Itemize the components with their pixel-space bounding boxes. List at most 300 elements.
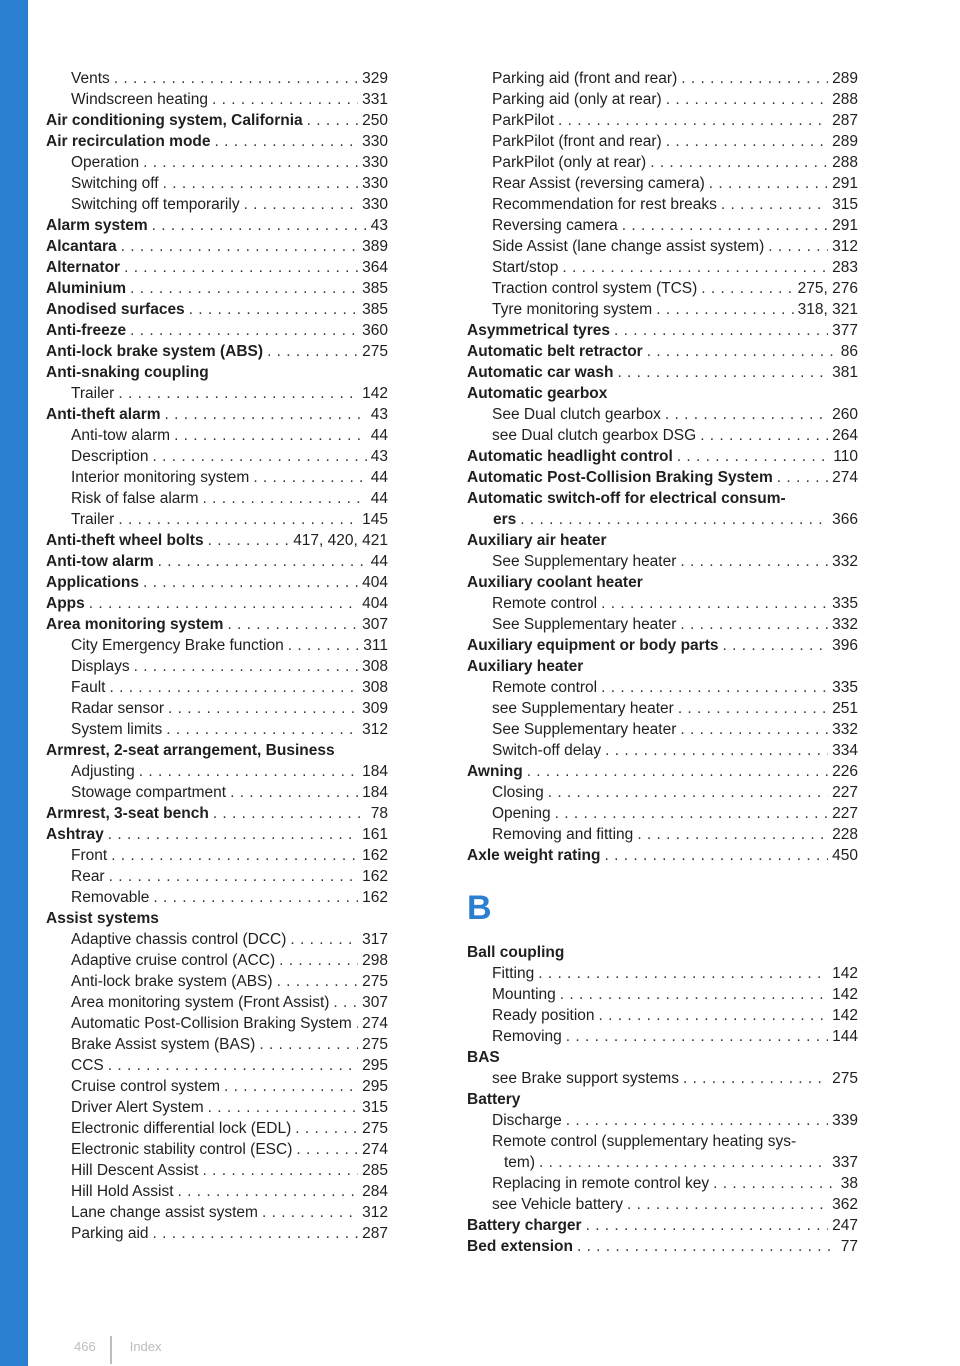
entry-label: See Dual clutch gearbox [492,406,661,423]
dot-leader [267,341,358,362]
entry-label: Stowage compartment [71,784,227,801]
index-subentry [467,698,858,719]
entry-label: Parking aid (only at rear) [492,91,662,108]
dot-leader [605,740,828,761]
dot-leader [555,803,829,824]
index-subentry [46,1139,388,1160]
page-reference: 332 [832,553,858,570]
entry-label: See Supplementary heater [492,553,677,570]
dot-leader [307,110,358,131]
page-reference: 274 [832,469,858,486]
page-reference: 142 [832,986,858,1003]
index-heading: Auxiliary coolant heater [467,574,643,591]
page-reference: 274 [362,1141,388,1158]
page-reference: 307 [362,616,388,633]
dot-leader [527,761,828,782]
page-reference: 247 [832,1217,858,1234]
index-subentry [467,1005,858,1026]
index-subentry [46,677,388,698]
page-reference: 142 [362,385,388,402]
entry-label: Hill Hold Assist [71,1183,174,1200]
page-reference: 162 [362,889,388,906]
page-reference: 337 [832,1154,858,1171]
index-subentry [467,593,858,614]
dot-leader [560,984,828,1005]
dot-leader [224,1076,358,1097]
entry-label: Start/stop [492,259,559,276]
entry-label: see Brake support systems [492,1070,679,1087]
dot-leader [212,89,358,110]
index-entry [46,593,388,614]
entry-label: Electronic differential lock (EDL) [71,1120,292,1137]
index-subentry [467,110,858,131]
entry-label: Axle weight rating [467,847,601,864]
dot-leader [647,341,837,362]
dot-leader [296,1139,358,1160]
entry-label: Anodised surfaces [46,301,185,318]
entry-label: Remote control [492,595,598,612]
page-reference: 142 [832,1007,858,1024]
entry-label: Removing [492,1028,562,1045]
dot-leader [777,467,828,488]
dot-leader [259,1034,358,1055]
entry-label: Interior monitoring system [71,469,250,486]
entry-label: Trailer [71,385,115,402]
index-entry [46,299,388,320]
dot-leader [139,761,358,782]
dot-leader [356,1013,358,1034]
entry-label: Driver Alert System [71,1099,204,1116]
dot-leader [683,1068,828,1089]
entry-label: Discharge [492,1112,562,1129]
index-subentry [46,152,388,173]
dot-leader [713,1173,837,1194]
index-subentry-label: Remote control (supplementary heating sys- [492,1133,797,1150]
index-subentry [46,719,388,740]
index-subentry [46,1076,388,1097]
dot-leader [227,614,358,635]
page-reference: 275 [362,1120,388,1137]
page-reference: 385 [362,301,388,318]
dot-leader [614,320,828,341]
dot-leader [143,572,358,593]
page-reference: 283 [832,259,858,276]
dot-leader [130,278,358,299]
page-reference: 381 [832,364,858,381]
index-letter-heading: B [467,889,492,927]
entry-label: Rear [71,868,105,885]
dot-leader [153,887,358,908]
page-reference: 311 [363,637,388,654]
page-reference: 362 [832,1196,858,1213]
dot-leader [253,467,366,488]
page-reference: 43 [370,217,388,234]
entry-label: tem) [504,1154,535,1171]
dot-leader [178,1181,359,1202]
dot-leader [109,677,358,698]
dot-leader [109,866,359,887]
page-reference: 285 [362,1162,388,1179]
dot-leader [174,425,367,446]
index-entry [46,215,388,236]
page-reference: 43 [370,448,388,465]
index-entry [46,551,388,572]
index-subentry [467,719,858,740]
entry-label: Radar sensor [71,700,165,717]
index-subentry [46,68,388,89]
dot-leader [121,236,358,257]
index-subentry [467,614,858,635]
page-reference: 284 [362,1183,388,1200]
index-subentry [467,1152,858,1173]
entry-label: Armrest, 3-seat bench [46,805,209,822]
dot-leader [158,551,367,572]
page-reference: 332 [832,721,858,738]
entry-label: System limits [71,721,163,738]
dot-leader [152,215,367,236]
page-reference: 360 [362,322,388,339]
dot-leader [678,698,828,719]
entry-label: Alternator [46,259,121,276]
page-reference: 334 [832,742,858,759]
index-entry [46,614,388,635]
page-reference: 295 [362,1078,388,1095]
entry-label: Operation [71,154,140,171]
page-reference: 404 [362,595,388,612]
dot-leader [333,992,358,1013]
dot-leader [134,656,359,677]
entry-label: See Supplementary heater [492,616,677,633]
index-entry [46,278,388,299]
index-entry [46,257,388,278]
page-reference: 43 [370,406,388,423]
entry-label: CCS [71,1057,104,1074]
entry-label: Automatic car wash [467,364,614,381]
dot-leader [143,152,358,173]
index-entry [46,404,388,425]
index-subentry [467,152,858,173]
entry-label: Alcantara [46,238,117,255]
page-reference: 288 [832,91,858,108]
entry-label: Adaptive cruise control (ACC) [71,952,276,969]
entry-label: Mounting [492,986,556,1003]
page-reference: 295 [362,1057,388,1074]
dot-leader [208,530,290,551]
page-reference: 366 [832,511,858,528]
page-reference: 312 [832,238,858,255]
index-subentry [46,635,388,656]
entry-label: Applications [46,574,140,591]
index-subentry [467,740,858,761]
entry-label: see Supplementary heater [492,700,674,717]
dot-leader [295,1118,358,1139]
entry-label: Electronic stability control (ESC) [71,1141,293,1158]
page-footer [74,1332,162,1360]
index-column-left [46,68,388,1244]
dot-leader [118,383,358,404]
dot-leader [709,173,828,194]
dot-leader [202,1160,358,1181]
entry-label: Auxiliary equipment or body parts [467,637,719,654]
dot-leader [288,635,359,656]
entry-label: Displays [71,658,130,675]
dot-leader [677,446,829,467]
entry-label: Opening [492,805,551,822]
page-reference: 78 [370,805,388,822]
index-subentry [46,950,388,971]
page-reference: 275, 276 [797,280,858,297]
section-name: Index [129,1338,162,1354]
entry-label: Parking aid (front and rear) [492,70,678,87]
entry-label: Switching off temporarily [71,196,240,213]
dot-leader [601,593,828,614]
index-entry [467,761,858,782]
dot-leader [202,488,366,509]
page-reference: 339 [832,1112,858,1129]
entry-label: Cruise control system [71,1078,221,1095]
index-subentry [46,1223,388,1244]
index-subentry [467,278,858,299]
page-reference: 288 [832,154,858,171]
page-reference: 332 [832,616,858,633]
page-reference: 335 [832,679,858,696]
index-subentry [46,1160,388,1181]
dot-leader [538,963,828,984]
entry-label: Aluminium [46,280,127,297]
page-reference: 312 [362,721,388,738]
dot-leader [213,803,367,824]
entry-label: Side Assist (lane change assist system) [492,238,765,255]
index-subentry [467,1110,858,1131]
index-entry [467,1236,858,1257]
footer-divider [110,1336,112,1364]
entry-label: Anti-theft alarm [46,406,161,423]
page-reference: 44 [370,553,388,570]
entry-label: Automatic Post-Collision Braking System [467,469,773,486]
page-reference: 226 [832,763,858,780]
index-subentry [467,404,858,425]
index-subentry [46,425,388,446]
dot-leader [124,257,358,278]
index-subentry [46,698,388,719]
index-heading: Anti-snaking coupling [46,364,209,381]
page-reference: 308 [362,658,388,675]
dot-leader [108,1055,358,1076]
index-subentry [467,1173,858,1194]
index-heading: Ball coupling [467,944,565,961]
page-reference: 227 [832,805,858,822]
index-subentry [467,803,858,824]
entry-label: Remote control [492,679,598,696]
page-reference: 38 [840,1175,858,1192]
page-reference: 331 [362,91,388,108]
dot-leader [637,824,828,845]
entry-label: Apps [46,595,85,612]
index-heading: Armrest, 2-seat arrangement, Business [46,742,335,759]
page-reference: 404 [362,574,388,591]
page-reference: 287 [832,112,858,129]
index-subentry [467,984,858,1005]
entry-label: Lane change assist system [71,1204,258,1221]
dot-leader [627,1194,828,1215]
entry-label: ParkPilot [492,112,555,129]
page-reference: 250 [362,112,388,129]
index-entry [467,467,858,488]
index-heading: Auxiliary heater [467,658,584,675]
page-reference: 162 [362,847,388,864]
index-subentry [467,215,858,236]
index-entry [46,110,388,131]
page-reference: 317 [362,931,388,948]
page-reference: 44 [370,490,388,507]
dot-leader [189,299,358,320]
index-entry [467,446,858,467]
index-subentry [46,488,388,509]
index-subentry [467,299,858,320]
index-subentry [467,1026,858,1047]
page-reference: 228 [832,826,858,843]
page-reference: 184 [362,784,388,801]
index-subentry [467,236,858,257]
dot-leader [111,845,358,866]
entry-label: Recommendation for rest breaks [492,196,717,213]
section-tab-bar [0,0,28,1366]
page-reference: 287 [362,1225,388,1242]
dot-leader [680,551,828,572]
page-reference: 329 [362,70,388,87]
entry-label: Rear Assist (reversing camera) [492,175,705,192]
entry-label: Ready position [492,1007,595,1024]
entry-label: Battery charger [467,1217,582,1234]
entry-label: Windscreen heating [71,91,208,108]
index-subentry [46,656,388,677]
dot-leader [279,950,358,971]
entry-label: Brake Assist system (BAS) [71,1036,256,1053]
dot-leader [118,509,358,530]
entry-label: Switch-off delay [492,742,602,759]
index-subentry [46,1202,388,1223]
dot-leader [680,614,828,635]
dot-leader [208,1097,358,1118]
entry-label: Fault [71,679,106,696]
entry-label: Anti-tow alarm [46,553,154,570]
page-reference: 309 [362,700,388,717]
page-reference: 227 [832,784,858,801]
index-entry [46,824,388,845]
entry-label: ParkPilot (only at rear) [492,154,647,171]
entry-label: Anti-lock brake system (ABS) [46,343,264,360]
page-reference: 308 [362,679,388,696]
dot-leader [520,509,828,530]
dot-leader [622,215,828,236]
index-subentry [467,551,858,572]
entry-label: Front [71,847,108,864]
entry-label: Trailer [71,511,115,528]
dot-leader [114,68,358,89]
index-entry [46,803,388,824]
page-reference: 275 [832,1070,858,1087]
page-reference: 298 [362,952,388,969]
entry-label: Removable [71,889,150,906]
entry-label: ParkPilot (front and rear) [492,133,662,150]
entry-label: Anti-lock brake system (ABS) [71,973,273,990]
dot-leader [665,404,828,425]
entry-label: Adaptive chassis control (DCC) [71,931,287,948]
index-subentry [467,173,858,194]
dot-leader [666,131,828,152]
index-subentry [46,845,388,866]
entry-label: Automatic Post-Collision Braking System [71,1015,352,1032]
entry-label: see Dual clutch gearbox DSG [492,427,697,444]
dot-leader [166,719,358,740]
index-heading: Auxiliary air heater [467,532,607,549]
page-reference: 274 [362,1015,388,1032]
page-reference: 251 [832,700,858,717]
entry-label: Fitting [492,965,535,982]
index-subentry [467,194,858,215]
page-reference: 289 [832,70,858,87]
page-reference: 417, 420, 421 [293,532,388,549]
page-reference: 44 [370,469,388,486]
index-subentry [467,782,858,803]
index-subentry [46,1097,388,1118]
entry-label: Replacing in remote control key [492,1175,710,1192]
dot-leader [215,131,359,152]
dot-leader [558,110,828,131]
index-subentry [467,425,858,446]
entry-label: Risk of false alarm [71,490,199,507]
index-entry [467,1215,858,1236]
index-subentry [46,1181,388,1202]
index-entry [467,845,858,866]
dot-leader [163,173,359,194]
page-reference: 318, 321 [797,301,858,318]
dot-leader [601,677,828,698]
page-reference: 315 [832,196,858,213]
index-subentry [46,446,388,467]
entry-label: Ashtray [46,826,104,843]
index-entry [467,635,858,656]
dot-leader [130,320,358,341]
dot-leader [681,68,828,89]
index-entry [46,131,388,152]
index-subentry [467,1068,858,1089]
entry-label: ers [493,511,517,528]
index-subentry [46,173,388,194]
index-heading: Automatic gearbox [467,385,608,402]
dot-leader [153,446,367,467]
dot-leader [548,782,828,803]
index-subentry [46,509,388,530]
index-entry [467,362,858,383]
index-subentry [467,68,858,89]
index-subentry [46,383,388,404]
index-entry [467,320,858,341]
page-reference: 162 [362,868,388,885]
entry-label: Anti-theft wheel bolts [46,532,204,549]
dot-leader [290,929,358,950]
index-subentry [46,1034,388,1055]
dot-leader [617,362,828,383]
dot-leader [566,1110,828,1131]
index-subentry [467,89,858,110]
page-reference: 260 [832,406,858,423]
dot-leader [700,425,828,446]
page-reference: 145 [362,511,388,528]
index-subentry [46,782,388,803]
entry-label: Closing [492,784,544,801]
index-entry [46,320,388,341]
